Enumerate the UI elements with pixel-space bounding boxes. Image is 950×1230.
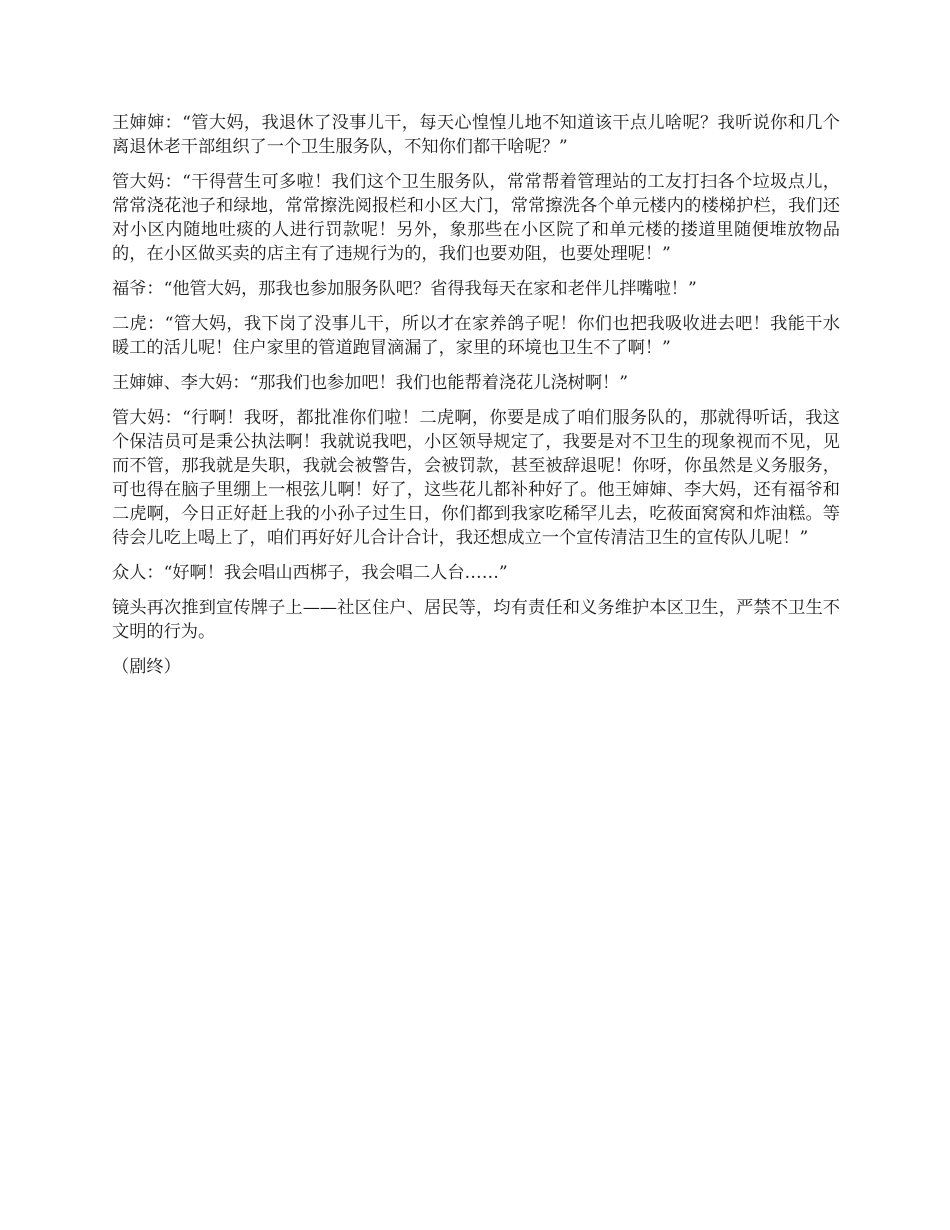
- dialogue-paragraph-guan-2: 管大妈：“行啊！我呀，都批准你们啦！二虎啊，你要是成了咱们服务队的，那就得听话，我这个保洁员可是秉公执法啊！我就说我吧，小区领导规定了，我要是对不卫生的现象视而不见，见而不管，那我就是失职，我就会被警告，会被罚款，甚至被辞退呢！你呀，你虽然是义务服务，可也得在脑子里绷上一根弦儿啊！好了，这些花儿都补种好了。他王婶婶、李大妈，还有福爷和二虎啊，今日正好赶上我的小孙子过生日，你们都到我家吃稀罕儿去，吃莜面窝窝和炸油糕。等待会儿吃上喝上了，咱们再好好儿合计合计，我还想成立一个宣传清洁卫生的宣传队儿呢！”: [112, 408, 840, 548]
- ending-note: （剧终）: [112, 657, 181, 677]
- dialogue-paragraph-wang-li: 王婶婶、李大妈：“那我们也参加吧！我们也能帮着浇花儿浇树啊！”: [112, 373, 629, 393]
- dialogue-paragraph-crowd: 众人：“好啊！我会唱山西梆子，我会唱二人台……”: [112, 563, 508, 583]
- document-body: [112, 111, 840, 679]
- stage-direction-paragraph: 镜头再次推到宣传牌子上——社区住户、居民等，均有责任和义务维护本区卫生，严禁不卫生不文明的行为。: [112, 598, 840, 642]
- dialogue-paragraph-guan-1: 管大妈：“干得营生可多啦！我们这个卫生服务队，常常帮着管理站的工友打扫各个垃圾点儿，常常浇花池子和绿地，常常擦洗阅报栏和小区大门，常常擦洗各个单元楼内的楼梯护栏，我们还对小区内随地吐痰的人进行罚款呢！另外，象那些在小区院了和单元楼的搂道里随便堆放物品的，在小区做买卖的店主有了违规行为的，我们也要劝阻，也要处理呢！”: [112, 172, 840, 264]
- dialogue-paragraph-wang: 王婶婶：“管大妈，我退休了没事儿干，每天心惶惶儿地不知道该干点儿啥呢？我听说你和几个离退休老干部组织了一个卫生服务队，不知你们都干啥呢？”: [112, 113, 840, 157]
- dialogue-paragraph-erhu: 二虎：“管大妈，我下岗了没事儿干，所以才在家养鸽子呢！你们也把我吸收进去吧！我能干水暖工的活儿呢！住户家里的管道跑冒滴漏了，家里的环境也卫生不了啊！”: [112, 314, 840, 358]
- dialogue-paragraph-fuye: 福爷：“他管大妈，那我也参加服务队吧？省得我每天在家和老伴儿拌嘴啦！”: [112, 279, 697, 299]
